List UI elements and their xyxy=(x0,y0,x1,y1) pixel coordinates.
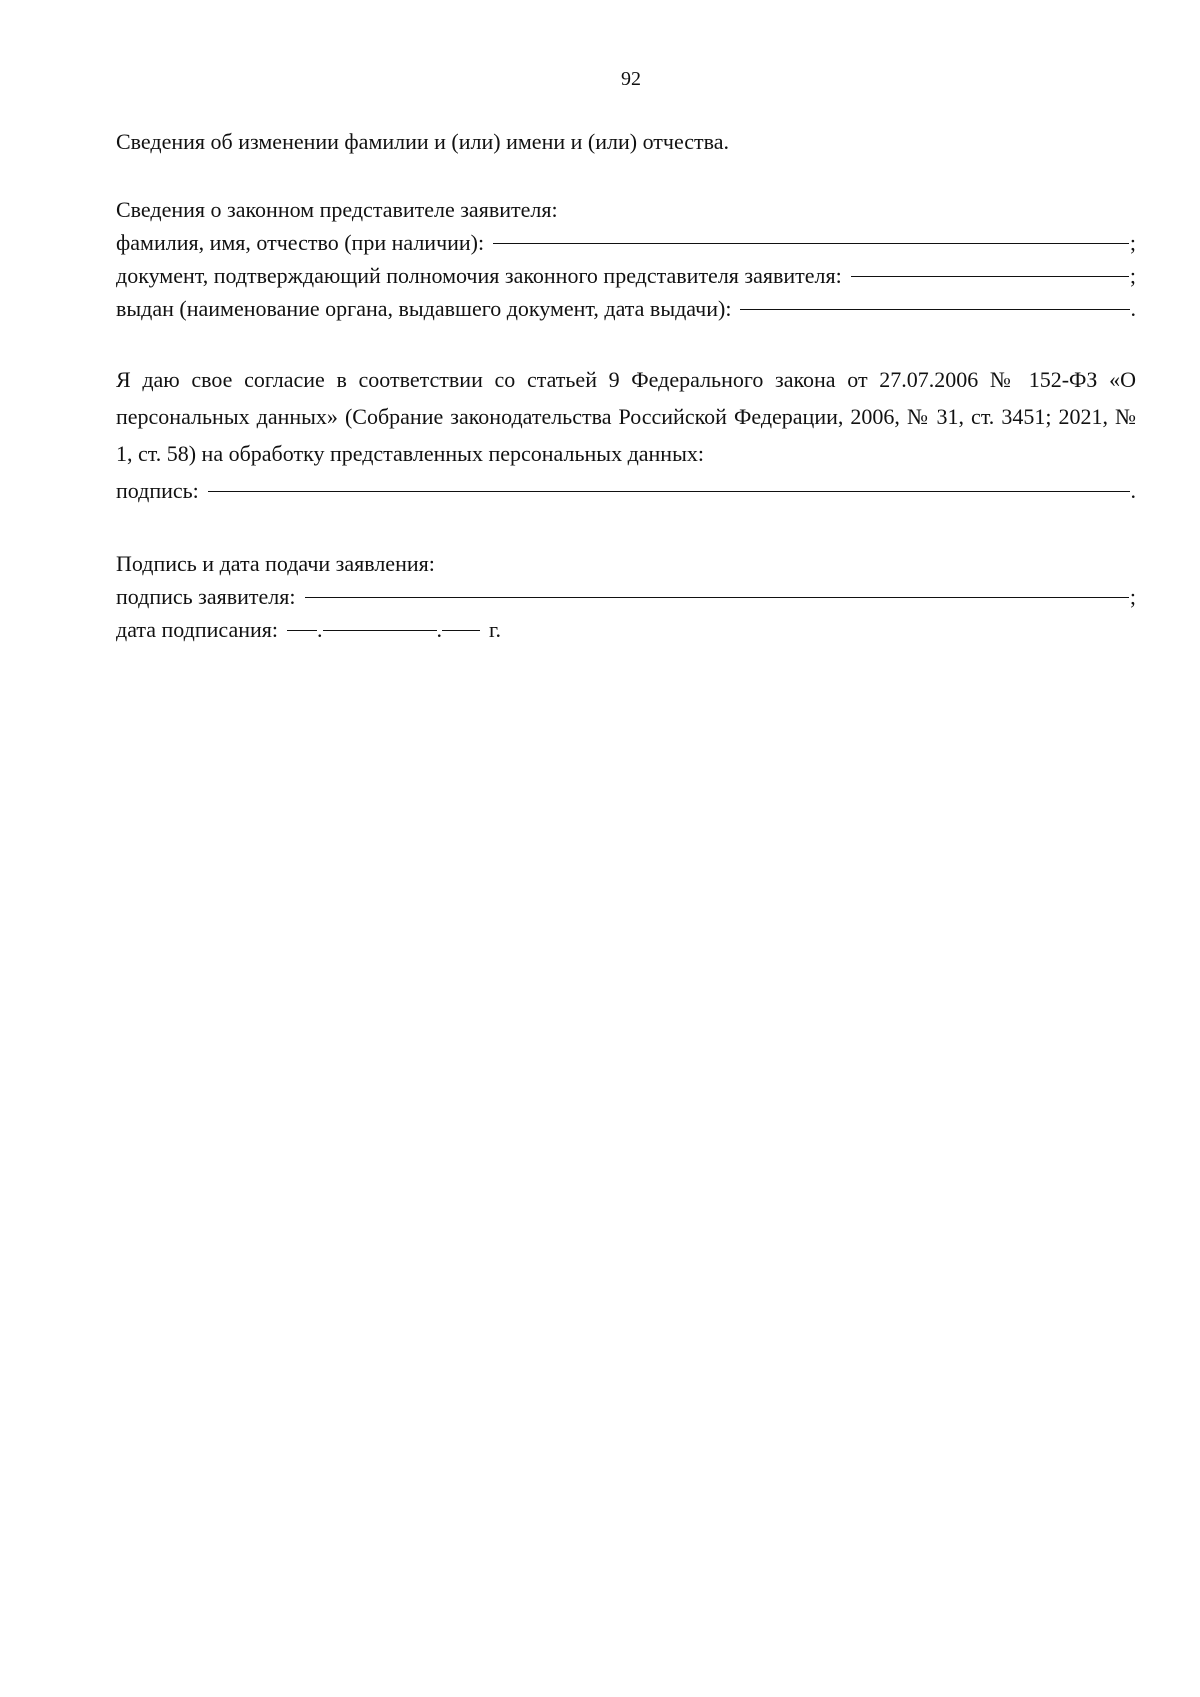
signing-date-label: дата подписания: xyxy=(116,617,278,642)
representative-issued-row xyxy=(116,292,1136,325)
signing-date-day-field[interactable] xyxy=(287,629,317,631)
row-terminator: . xyxy=(1130,296,1136,321)
representative-fullname-label: фамилия, имя, отчество (при наличии): xyxy=(116,230,485,255)
document-body xyxy=(116,125,1136,646)
spacer xyxy=(116,325,1136,361)
signing-date-month-field[interactable] xyxy=(323,629,437,631)
representative-document-field[interactable] xyxy=(851,276,1129,277)
date-separator: . xyxy=(436,617,442,642)
name-change-statement: Сведения об изменении фамилии и (или) имени и (или) отчества. xyxy=(116,129,730,154)
representative-fullname-row xyxy=(116,226,1136,259)
representative-issued-field[interactable] xyxy=(740,309,1129,310)
representative-section xyxy=(116,193,1136,325)
row-terminator: ; xyxy=(1129,263,1136,288)
applicant-signature-row xyxy=(116,580,1136,613)
consent-section xyxy=(116,361,1136,509)
spacer xyxy=(116,158,1136,193)
consent-signature-row xyxy=(116,472,1136,509)
applicant-signature-label: подпись заявителя: xyxy=(116,584,296,609)
spacer xyxy=(116,509,1136,547)
representative-heading: Сведения о законном представителе заявителя: xyxy=(116,197,558,222)
row-terminator: ; xyxy=(1129,230,1136,255)
consent-signature-label: подпись: xyxy=(116,478,199,503)
page-number: 92 xyxy=(621,68,641,90)
consent-signature-field[interactable] xyxy=(208,491,1130,492)
year-suffix: г. xyxy=(489,617,502,642)
representative-issued-label: выдан (наименование органа, выдавшего документ, дата выдачи): xyxy=(116,296,732,321)
submission-section xyxy=(116,547,1136,646)
applicant-signature-field[interactable] xyxy=(305,597,1129,598)
consent-statement: Я даю свое согласие в соответствии со статьей 9 Федерального закона от 27.07.2006 № 152-ФЗ «О персональных данных» (Собрание законодательства Российской Федерации, 2006, № 31, ст. 3451; 2021, № 1, ст. 58) на обработку представленных персональных данных: xyxy=(116,367,1136,466)
representative-document-label: документ, подтверждающий полномочия законного представителя заявителя: xyxy=(116,263,842,288)
date-separator: . xyxy=(317,617,323,642)
submission-heading: Подпись и дата подачи заявления: xyxy=(116,551,435,576)
signing-date-year-field[interactable] xyxy=(442,629,480,631)
representative-fullname-field[interactable] xyxy=(493,243,1129,244)
representative-document-row xyxy=(116,259,1136,292)
row-terminator: . xyxy=(1130,478,1136,503)
row-terminator: ; xyxy=(1129,584,1136,609)
signing-date-row xyxy=(116,613,1136,646)
